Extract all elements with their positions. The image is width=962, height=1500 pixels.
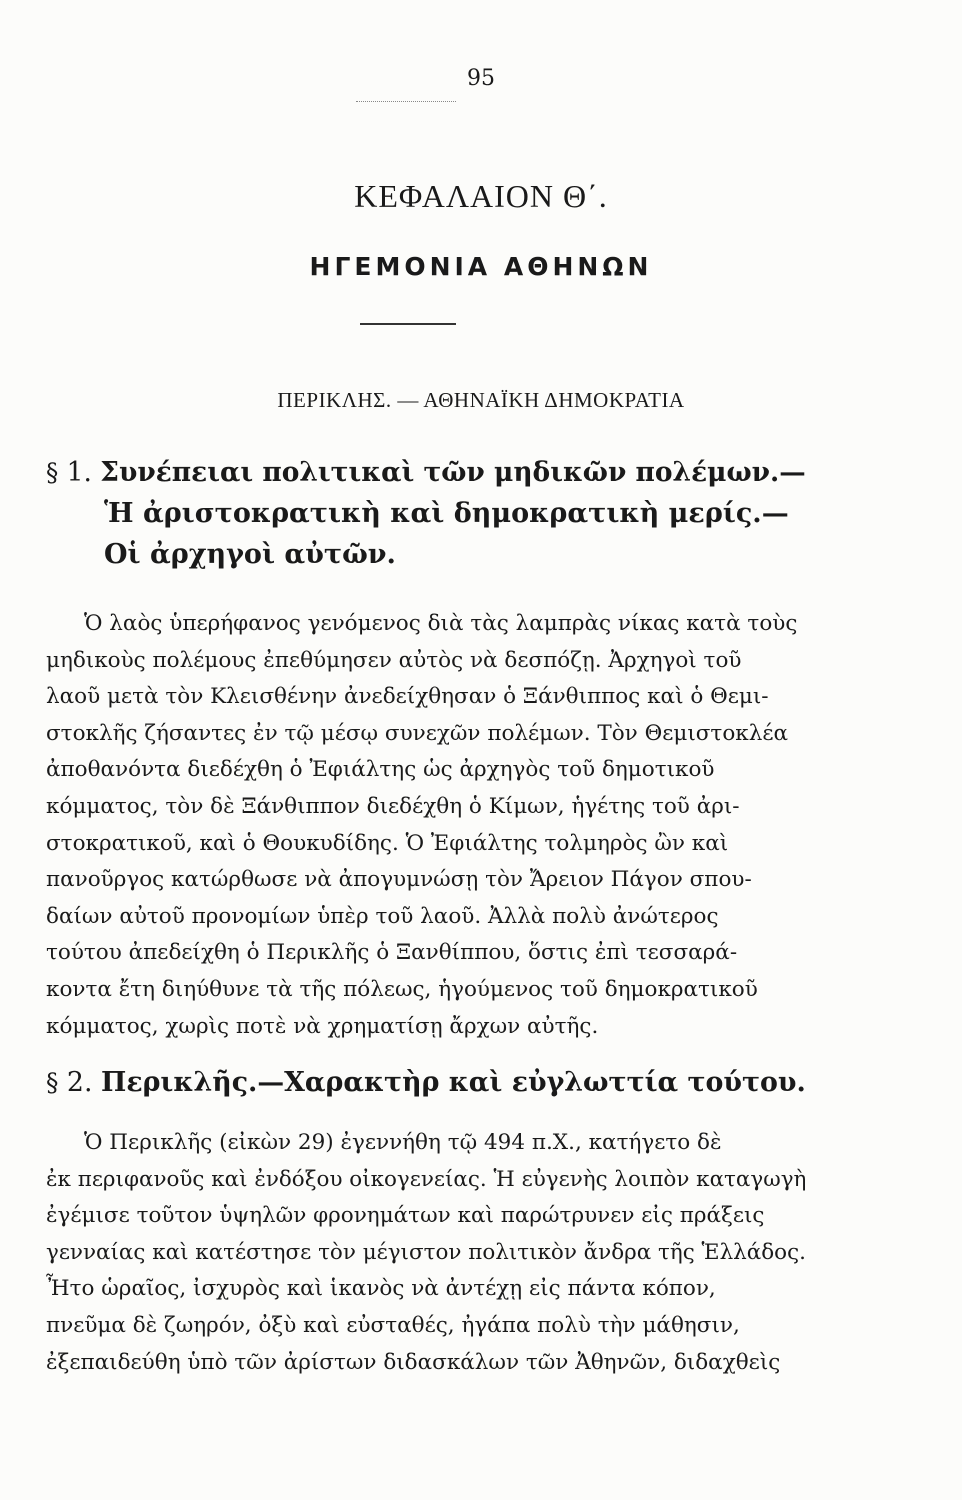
section-1-heading-line: Ἡ ἀριστοκρατικὴ καὶ δημοκρατικὴ μερίς.— — [104, 498, 789, 529]
text-line: στοκρατικοῦ, καὶ ὁ Θουκυδίδης. Ὁ Ἐφιάλτης τολμηρὸς ὢν καὶ — [46, 830, 729, 856]
section-1-paragraph — [46, 606, 806, 1045]
page-number-divider — [356, 101, 456, 102]
page-number: 95 — [467, 66, 495, 91]
text-line: πανοῦργος κατώρθωσε νὰ ἀπογυμνώσῃ τὸν Ἄρειον Πάγον σπου- — [46, 867, 752, 893]
section-mark: § — [46, 1068, 59, 1097]
section-2-heading — [46, 1062, 806, 1103]
section-1-title: Συνέπειαι πολιτικαὶ τῶν μηδικῶν πολέμων.— — [100, 457, 806, 488]
section-1-heading-line: Οἱ ἀρχηγοὶ αὐτῶν. — [104, 539, 396, 570]
text-line: γενναίας καὶ κατέστησε τὸν μέγιστον πολιτικὸν ἄνδρα τῆς Ἑλλάδος. — [46, 1239, 806, 1265]
title-divider — [360, 323, 456, 325]
text-line: λαοῦ μετὰ τὸν Κλεισθένην ἀνεδείχθησαν ὁ Ξάνθιππος καὶ ὁ Θεμι- — [46, 684, 769, 710]
text-line: κοντα ἔτη διηύθυνε τὰ τῆς πόλεως, ἡγούμενος τοῦ δημοκρατικοῦ — [46, 976, 758, 1002]
text-line: ἐκ περιφανοῦς καὶ ἐνδόξου οἰκογενείας. Ἡ εὐγενὴς λοιπὸν καταγωγὴ — [46, 1166, 807, 1192]
text-line: ἀποθανόντα διεδέχθη ὁ Ἐφιάλτης ὡς ἀρχηγὸς τοῦ δημοτικοῦ — [46, 757, 715, 783]
section-2-title: Περικλῆς.—Χαρακτὴρ καὶ εὐγλωττία τούτου. — [101, 1067, 806, 1098]
text-line: τούτου ἀπεδείχθη ὁ Περικλῆς ὁ Ξανθίππου, ὅστις ἐπὶ τεσσαρά- — [46, 940, 738, 966]
section-1-heading-line — [46, 452, 806, 493]
text-line: ἐγέμισε τοῦτον ὑψηλῶν φρονημάτων καὶ παρώτρυνεν εἰς πράξεις — [46, 1203, 765, 1229]
section-2-paragraph — [46, 1125, 806, 1381]
section-number: 1. — [66, 457, 92, 488]
text-line: Ὁ λαὸς ὑπερήφανος γενόμενος διὰ τὰς λαμπρὰς νίκας κατὰ τοὺς — [84, 611, 798, 636]
text-line: Ὁ Περικλῆς (εἰκὼν 29) ἐγεννήθη τῷ 494 π.Χ., κατήγετο δὲ — [84, 1130, 722, 1155]
section-heading: ΠΕΡΙΚΛΗΣ. — ΑΘΗΝΑΪΚΗ ΔΗΜΟΚΡΑΤΙΑ — [277, 388, 685, 412]
text-line: δαίων αὐτοῦ προνομίων ὑπὲρ τοῦ λαοῦ. Ἀλλὰ πολὺ ἀνώτερος — [46, 903, 719, 929]
text-line: στοκλῆς ζήσαντες ἐν τῷ μέσῳ συνεχῶν πολέμων. Τὸν Θεμιστοκλέα — [46, 720, 788, 746]
text-line: κόμματος, τὸν δὲ Ξάνθιππον διεδέχθη ὁ Κίμων, ἡγέτης τοῦ ἀρι- — [46, 793, 740, 819]
section-number: 2. — [66, 1067, 93, 1098]
section-mark: § — [46, 458, 59, 487]
text-line: ἐξεπαιδεύθη ὑπὸ τῶν ἀρίστων διδασκάλων τῶν Ἀθηνῶν, διδαχθεὶς — [46, 1349, 781, 1375]
section-2-heading-line — [46, 1062, 806, 1103]
section-1-heading — [46, 452, 806, 575]
text-line: πνεῦμα δὲ ζωηρόν, ὀξὺ καὶ εὐσταθές, ἠγάπα πολὺ τὴν μάθησιν, — [46, 1312, 740, 1338]
text-line: μηδικοὺς πολέμους ἐπεθύμησεν αὐτὸς νὰ δεσπόζῃ. Ἀρχηγοὶ τοῦ — [46, 647, 742, 673]
chapter-subtitle: ΗΓΕΜΟΝΙΑ ΑΘΗΝΩΝ — [309, 252, 653, 281]
text-line: Ἦτο ὡραῖος, ἰσχυρὸς καὶ ἱκανὸς νὰ ἀντέχῃ εἰς πάντα κόπον, — [46, 1276, 716, 1302]
text-line: κόμματος, χωρὶς ποτὲ νὰ χρηματίσῃ ἄρχων αὐτῆς. — [46, 1013, 599, 1039]
chapter-title: ΚΕΦΑΛΑΙΟΝ Θ΄. — [354, 178, 608, 214]
